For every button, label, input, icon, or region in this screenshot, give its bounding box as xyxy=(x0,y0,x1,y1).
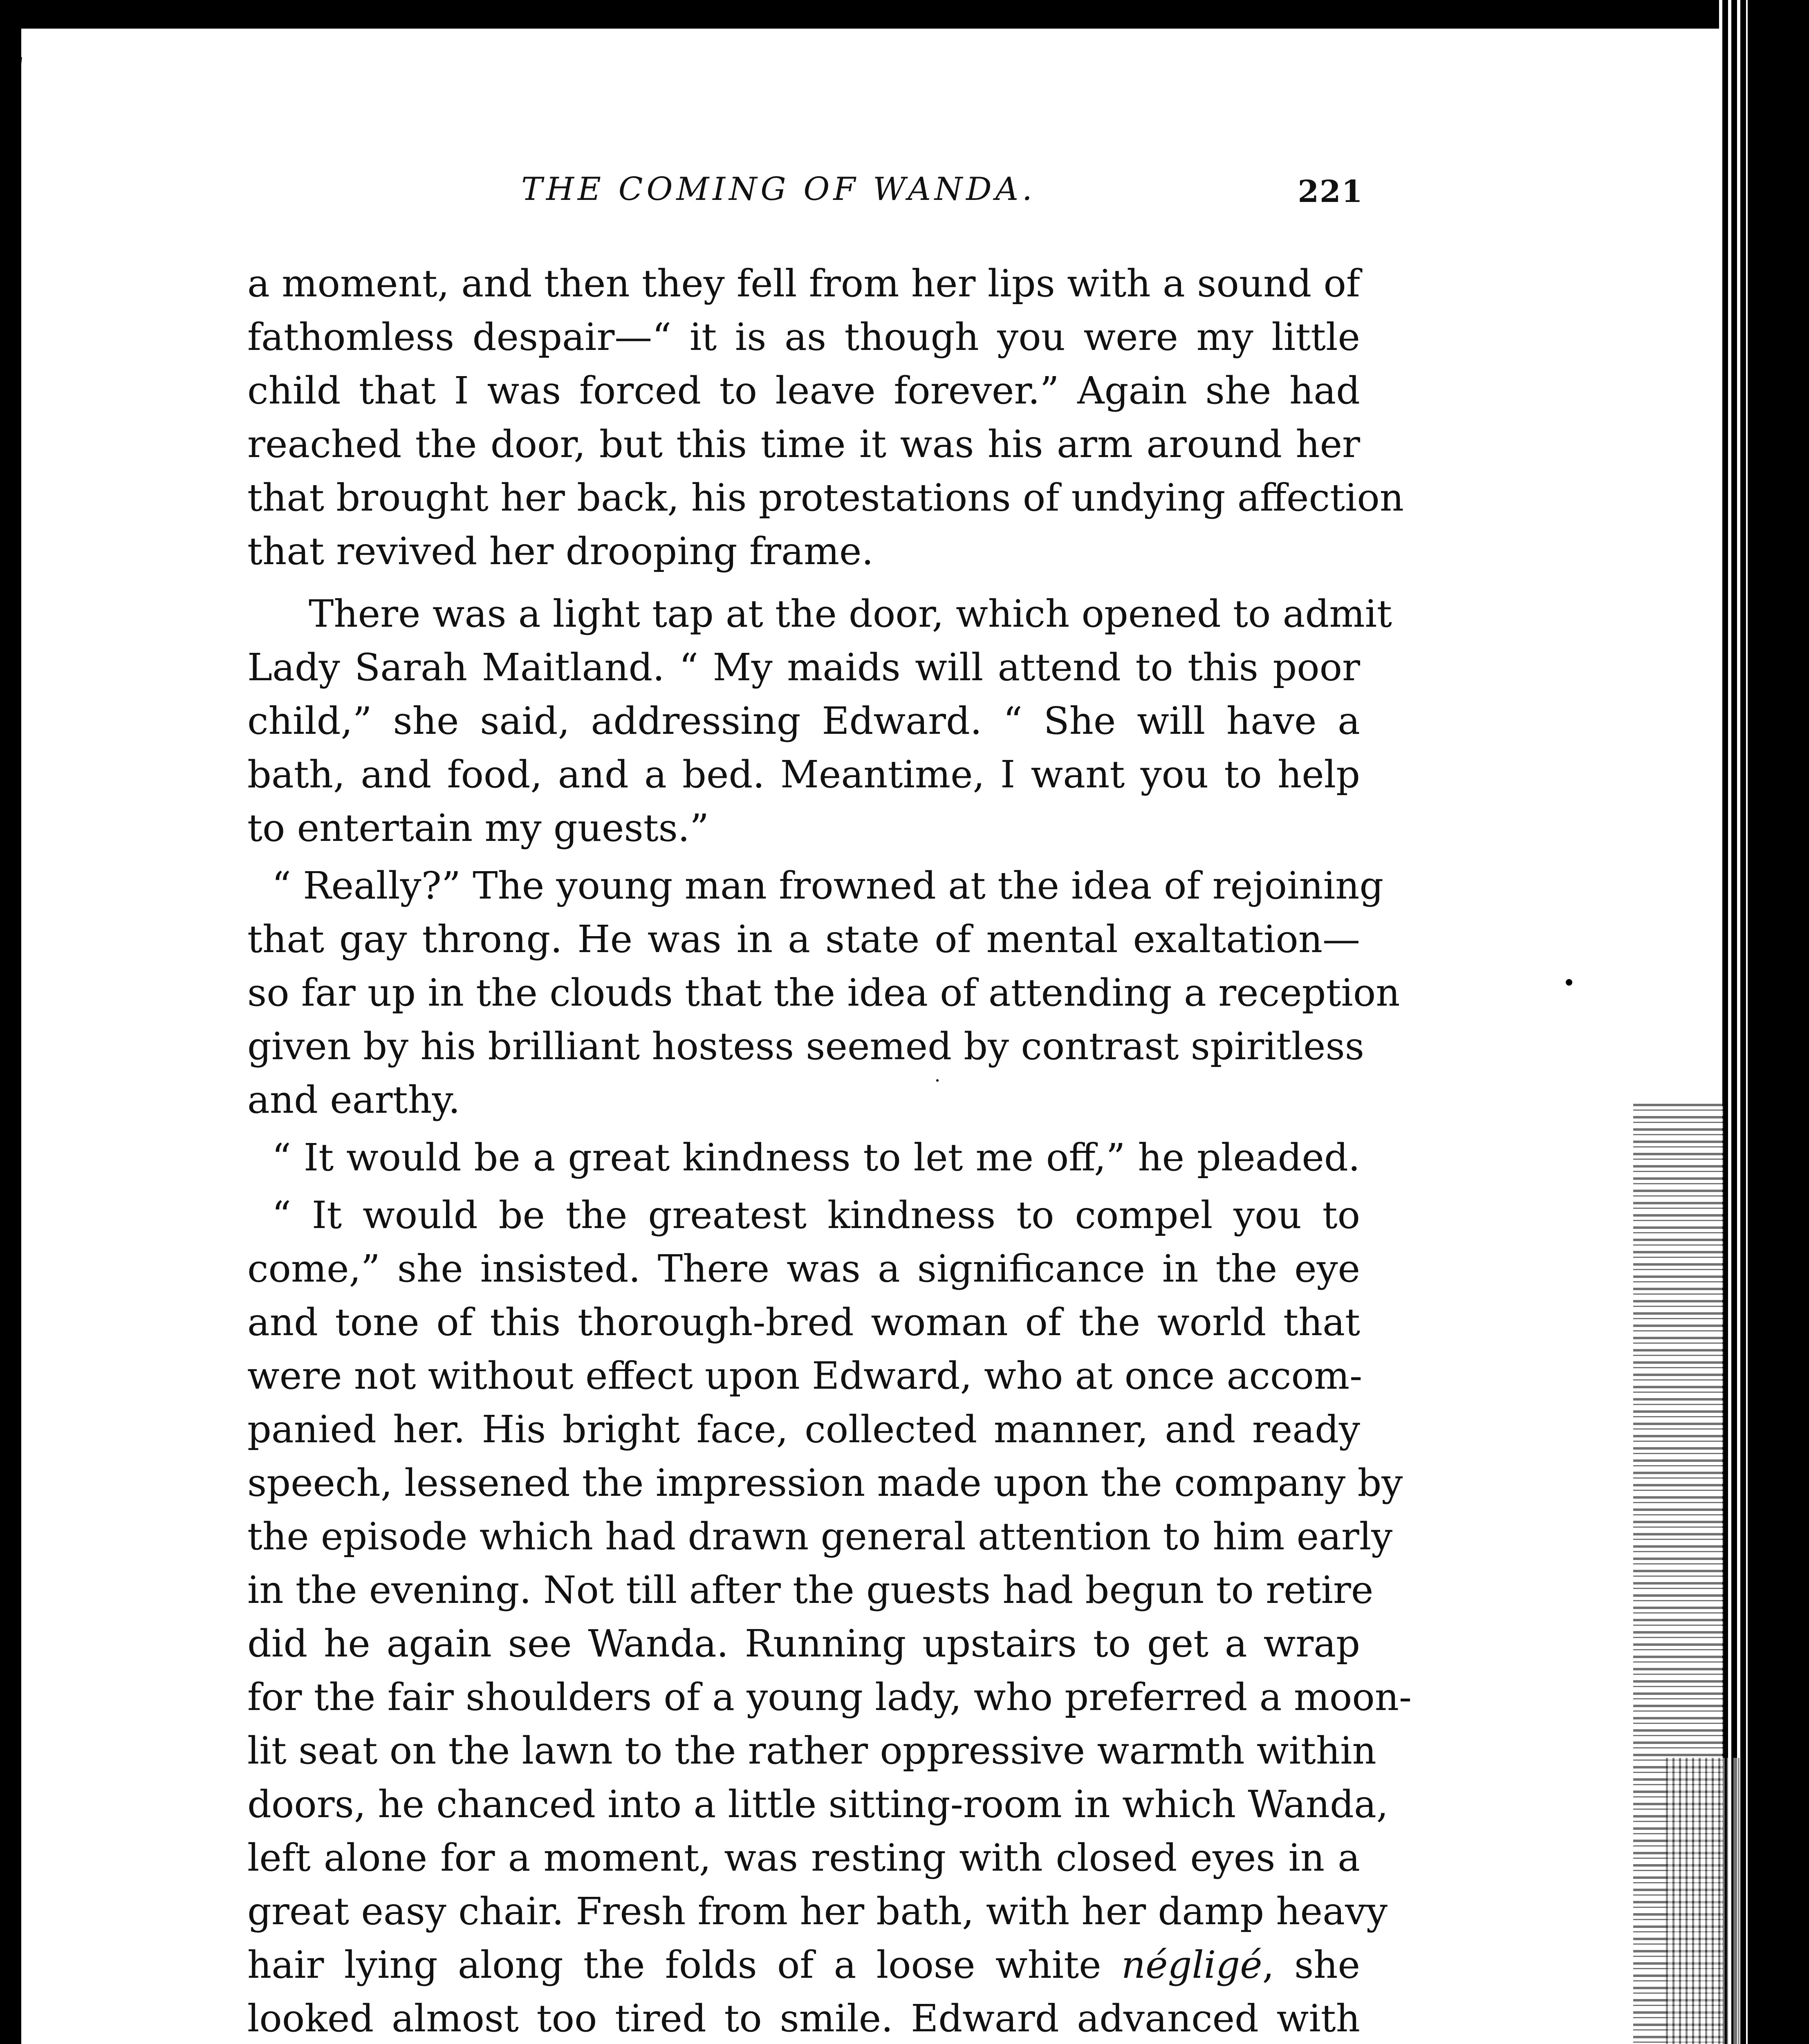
paragraph-start: “ It would be a great kindness to let me off,” he pleaded. xyxy=(272,1136,1360,1179)
text-line: come,” she insisted. There was a significance in the eye xyxy=(247,1247,1360,1291)
text-line: Lady Sarah Maitland. “ My maids will attend to this poor xyxy=(247,645,1360,689)
text-line: a moment, and then they fell from her lips with a sound of xyxy=(247,262,1360,305)
page-edge-lines xyxy=(1719,0,1748,2044)
text-line: child that I was forced to leave forever.” Again she had xyxy=(247,369,1360,412)
text-line: fathomless despair—“ it is as though you were my little xyxy=(247,315,1360,359)
text-fragment: , she xyxy=(1262,1943,1360,1987)
text-line: did he again see Wanda. Running upstairs to get a wrap xyxy=(247,1622,1360,1665)
body-text xyxy=(247,257,1412,2044)
page-edge-shadow-lower xyxy=(1666,1758,1740,2044)
text-line xyxy=(247,1188,1360,1242)
running-head xyxy=(247,171,1363,220)
text-line: given by his brilliant hostess seemed by contrast spiritless xyxy=(247,1024,1364,1068)
running-head-title: THE COMING OF WANDA. xyxy=(521,171,1036,208)
text-line: that brought her back, his protestations of undying affection xyxy=(247,476,1404,520)
text-line: so far up in the clouds that the idea of attending a reception xyxy=(247,971,1400,1015)
text-line: that revived her drooping frame. xyxy=(247,529,874,573)
text-fragment: hair lying along the folds of a loose white xyxy=(247,1943,1121,1987)
italic-word: négligé xyxy=(1121,1943,1262,1987)
text-line: and earthy. xyxy=(247,1078,460,1122)
text-line xyxy=(247,587,1392,641)
text-line: to entertain my guests.” xyxy=(247,806,709,850)
paragraph-start: There was a light tap at the door, which opened to admit xyxy=(309,592,1392,636)
text-line: great easy chair. Fresh from her bath, with her damp heavy xyxy=(247,1889,1388,1933)
text-line: speech, lessened the impression made upon the company by xyxy=(247,1461,1403,1505)
page-number: 221 xyxy=(1298,174,1363,209)
text-line: lit seat on the lawn to the rather oppressive warmth within xyxy=(247,1729,1376,1773)
text-line: for the fair shoulders of a young lady, who preferred a moon- xyxy=(247,1675,1412,1719)
text-line: doors, he chanced into a little sitting-room in which Wanda, xyxy=(247,1782,1389,1826)
text-line: child,” she said, addressing Edward. “ She will have a xyxy=(247,699,1360,743)
paragraph-start: “ It would be the greatest kindness to compel you to xyxy=(272,1193,1360,1237)
text-line: that gay throng. He was in a state of mental exaltation— xyxy=(247,917,1360,961)
text-line: the episode which had drawn general attention to him early xyxy=(247,1515,1393,1558)
text-line: and tone of this thorough-bred woman of the world that xyxy=(247,1300,1360,1344)
text-line xyxy=(247,859,1384,912)
text-line: reached the door, but this time it was his arm around her xyxy=(247,422,1360,466)
text-line: were not without effect upon Edward, who at once accom- xyxy=(247,1354,1363,1398)
text-line: in the evening. Not till after the guests had begun to retire xyxy=(247,1568,1374,1612)
text-line: looked almost too tired to smile. Edward advanced with xyxy=(247,1997,1360,2040)
text-line: panied her. His bright face, collected manner, and ready xyxy=(247,1407,1360,1451)
scan-right-border xyxy=(1748,0,1809,2044)
text-line: bath, and food, and a bed. Meantime, I want you to help xyxy=(247,753,1360,796)
text-line: left alone for a moment, was resting with closed eyes in a xyxy=(247,1836,1360,1880)
text-line xyxy=(247,1938,1360,1992)
paragraph-start: “ Really?” The young man frowned at the idea of rejoining xyxy=(272,864,1384,908)
dust-speck xyxy=(1566,979,1572,986)
text-line xyxy=(247,1131,1360,1184)
